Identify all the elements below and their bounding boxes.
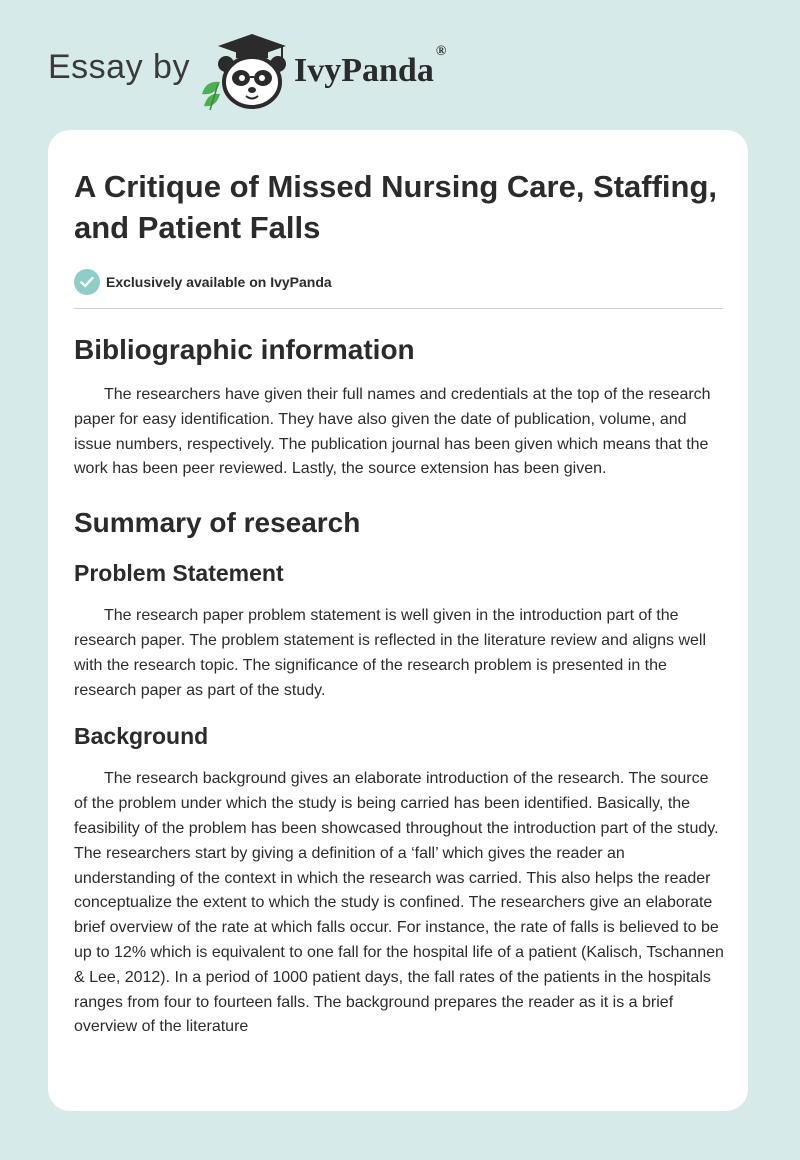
registered-mark: ® xyxy=(435,43,447,59)
section-heading-bibliographic: Bibliographic information xyxy=(74,334,415,365)
article-content xyxy=(74,166,724,1040)
brand-name: IvyPanda xyxy=(294,52,434,89)
subheading-problem-statement: Problem Statement xyxy=(74,560,284,587)
article-title: A Critique of Missed Nursing Care, Staffing, and Patient Falls xyxy=(74,169,718,245)
site-header xyxy=(0,0,800,130)
paragraph-bibliographic: The researchers have given their full names and credentials at the top of the research paper for easy identification. They have also given the date of publication, volume, and issue numbers, respectively. The publication journal has been given which means that the work has been peer reviewed. Lastly, the source extension has been given. xyxy=(74,386,711,478)
article-card xyxy=(48,130,748,1111)
paragraph-background: The research background gives an elaborate introduction of the research. The source of the problem under which the study is being carried has been identified. Basically, the feasibility of the problem has been showcased throughout the introduction part of the study. The researchers start by giving a definition of a ‘fall’ which gives the reader an understanding of the context in which the research was carried. This also helps the reader conceptualize the extent to which the study is confined. The researchers give an elaborate brief overview of the rate at which falls occur. For instance, the rate of falls is believed to be up to 12% which is equivalent to one fall for the hospital life of a patient (Kalisch, Tschannen & Lee, 2012). In a period of 1000 patient days, the fall rates of the patients in the hospitals ranges from four to fourteen falls. The background prepares the reader as it is a brief overview of the literature xyxy=(74,770,724,1036)
panda-logo-icon[interactable] xyxy=(196,32,294,112)
check-icon xyxy=(74,269,100,295)
divider xyxy=(74,308,723,309)
exclusive-badge xyxy=(74,268,724,296)
subheading-background: Background xyxy=(74,723,209,750)
section-heading-summary: Summary of research xyxy=(74,507,361,539)
paragraph-problem-statement: The research paper problem statement is well given in the introduction part of the research paper. The problem statement is reflected in the literature review and aligns well with the research topic. The significance of the research problem is presented in the research paper as part of the study. xyxy=(74,607,707,699)
brand-logo-text[interactable] xyxy=(294,43,447,90)
exclusive-label: Exclusively available on IvyPanda xyxy=(106,274,332,290)
essay-by-label: Essay by xyxy=(48,48,190,86)
